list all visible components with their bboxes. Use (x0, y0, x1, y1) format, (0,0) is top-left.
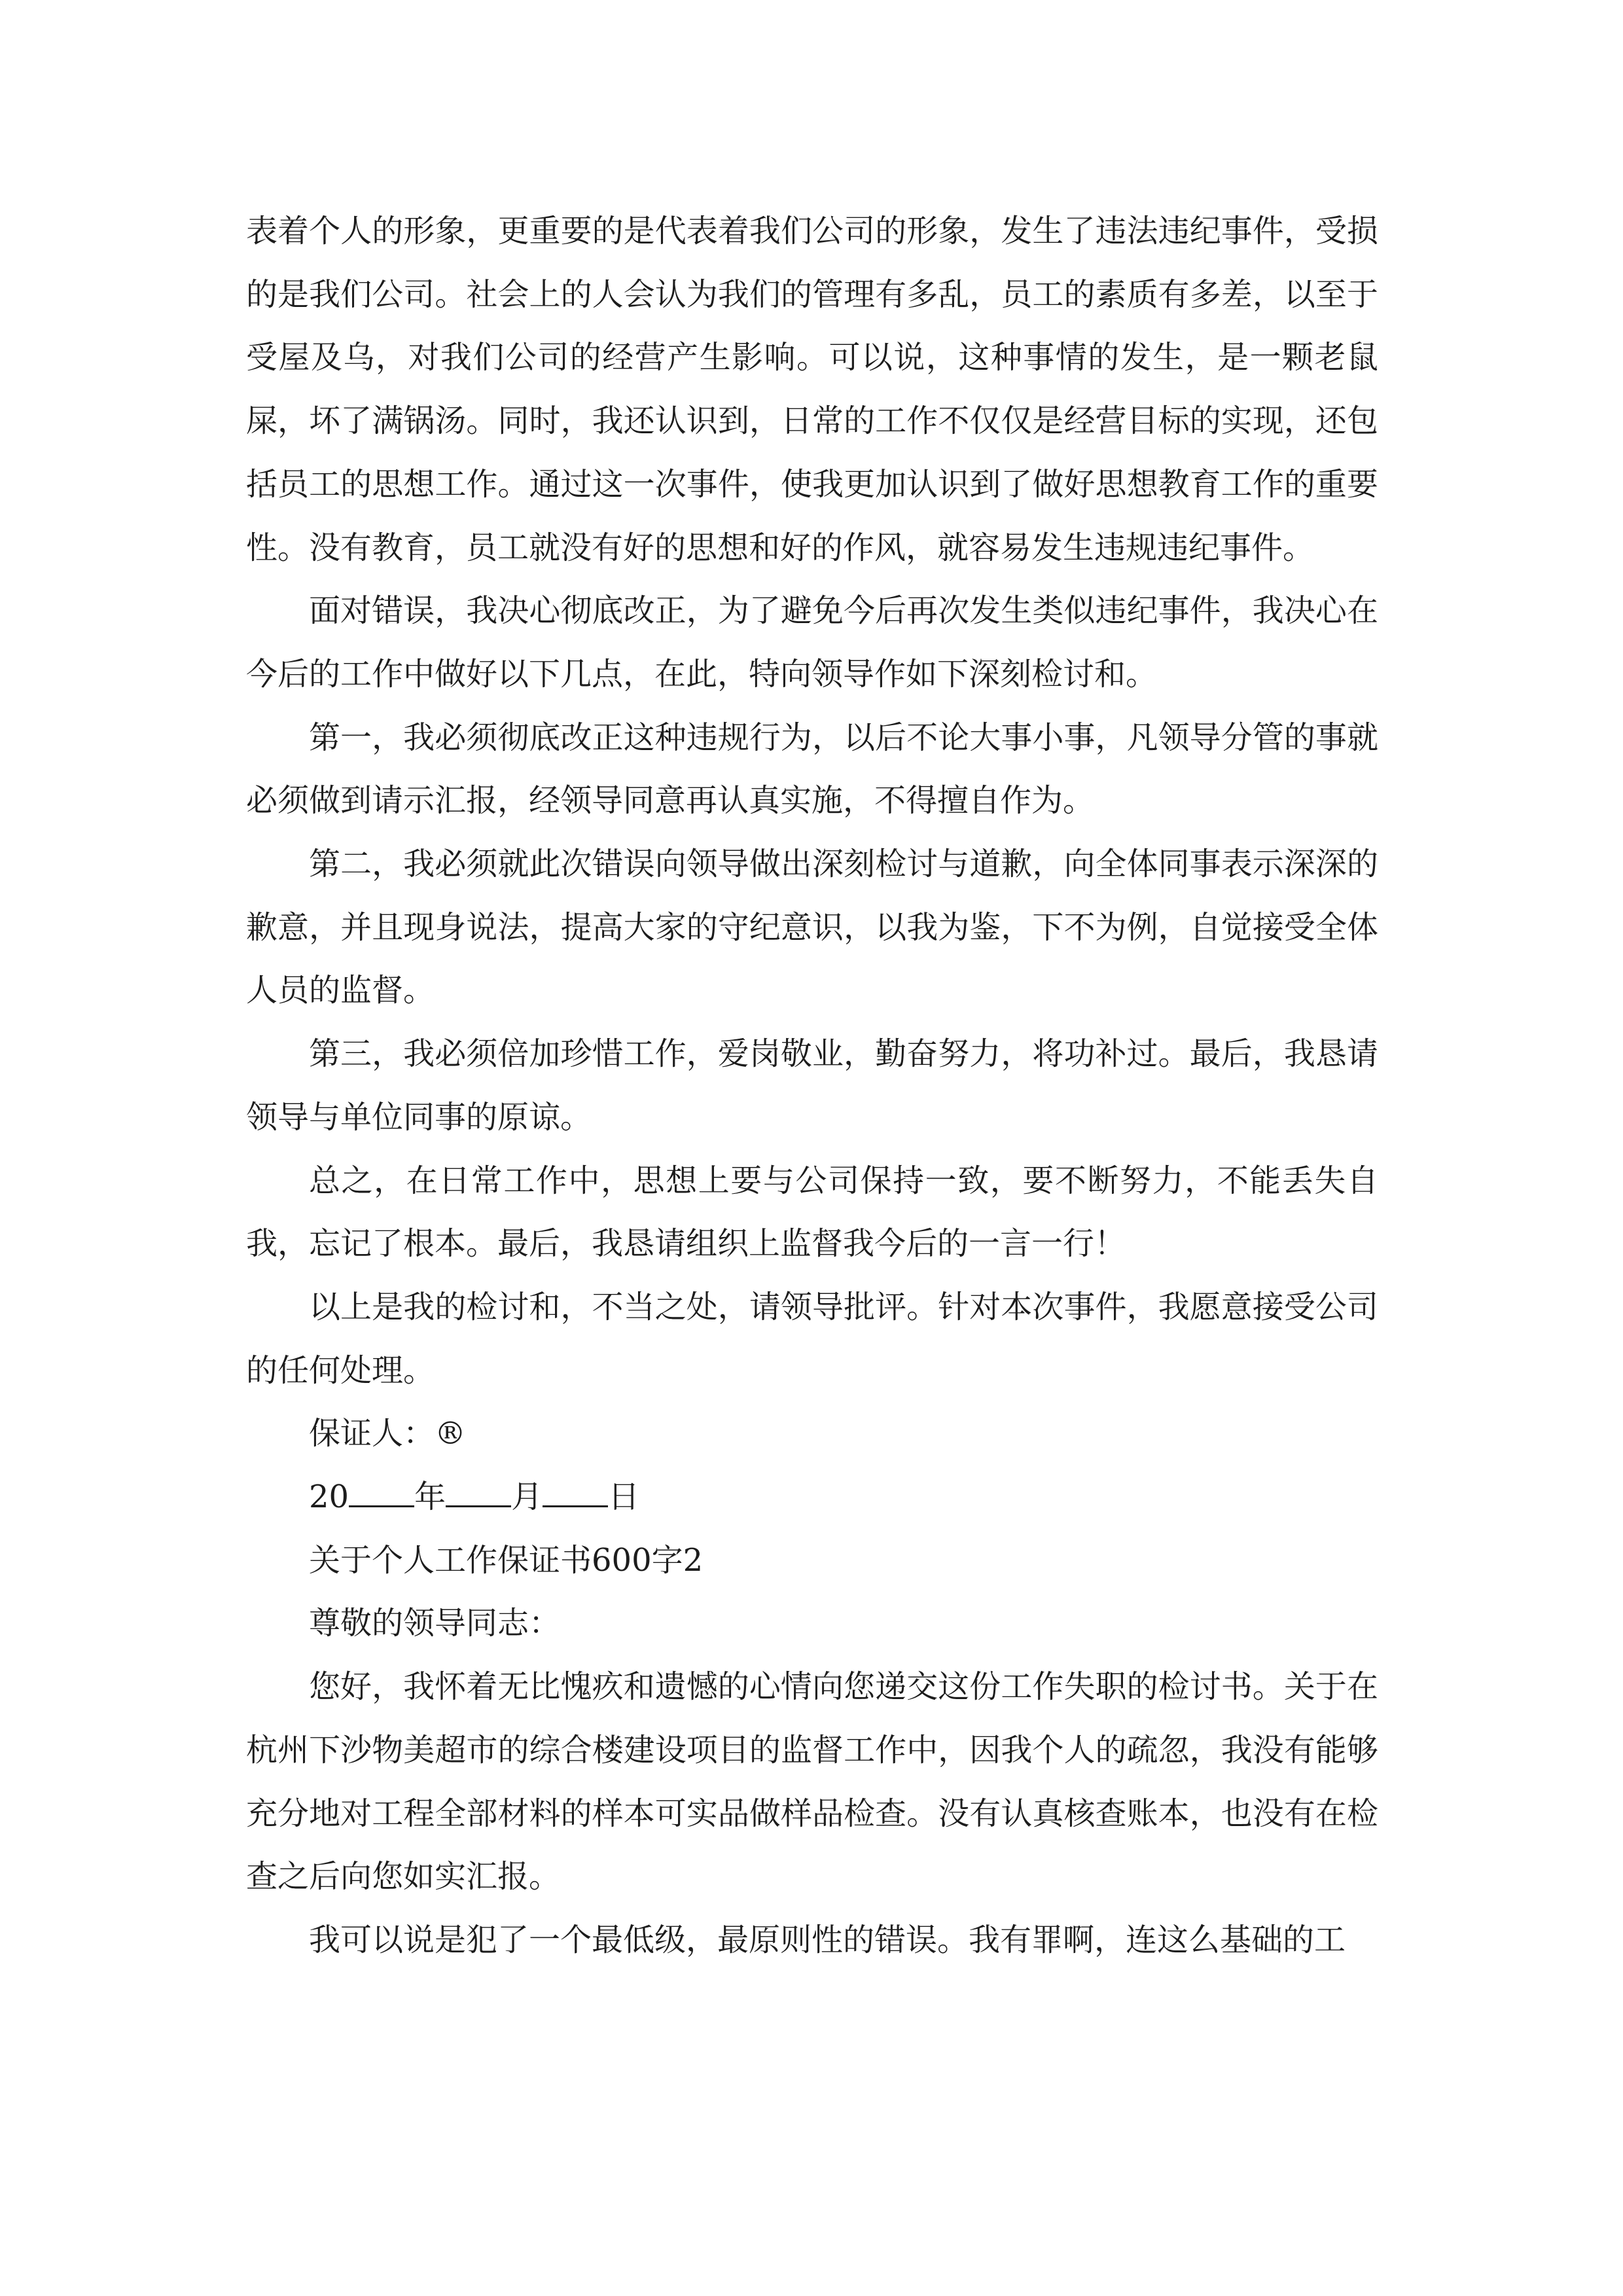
paragraph-letter-body: 您好，我怀着无比愧疚和遗憾的心情向您递交这份工作失职的检讨书。关于在杭州下沙物美超市的综合楼建设项目的监督工作中，因我个人的疏忽，我没有能够充分地对工程全部材料的样本可实品做样品检查。没有认真核查账本，也没有在检查之后向您如实汇报。 (246, 1668, 1378, 1895)
date-month-blank (446, 1479, 511, 1507)
date-prefix: 20 (309, 1479, 349, 1516)
date-day-label: 日 (608, 1479, 640, 1516)
paragraph-first-point: 第一，我必须彻底改正这种违规行为，以后不论大事小事，凡领导分管的事就必须做到请示汇报，经领导同意再认真实施，不得擅自作为。 (246, 719, 1378, 819)
paragraph-summary: 总之，在日常工作中，思想上要与公司保持一致，要不断努力，不能丢失自我，忘记了根本。最后，我恳请组织上监督我今后的一言一行！ (246, 1162, 1378, 1263)
paragraph-second-point: 第二，我必须就此次错误向领导做出深刻检讨与道歉，向全体同事表示深深的歉意，并且现身说法，提高大家的守纪意识，以我为鉴，下不为例，自觉接受全体人员的监督。 (246, 846, 1378, 1009)
paragraph-continuation: 表着个人的形象，更重要的是代表着我们公司的形象，发生了违法违纪事件，受损的是我们公司。社会上的人会认为我们的管理有多乱，员工的素质有多差，以至于受屋及乌，对我们公司的经营产生影响。可以说，这种事情的发生，是一颗老鼠屎，坏了满锅汤。同时，我还认识到，日常的工作不仅仅是经营目标的实现，还包括员工的思想工作。通过这一次事件，使我更加认识到了做好思想教育工作的重要性。没有教育，员工就没有好的思想和好的作风，就容易发生违规违纪事件。 (246, 213, 1378, 566)
paragraph-third-point: 第三，我必须倍加珍惜工作，爱岗敬业，勤奋努力，将功补过。最后，我恳请领导与单位同事的原谅。 (246, 1035, 1378, 1136)
document-body (246, 200, 1378, 1972)
salutation: 尊敬的领导同志： (309, 1605, 561, 1642)
paragraph-letter-continued: 我可以说是犯了一个最低级，最原则性的错误。我有罪啊，连这么基础的工 (309, 1921, 1346, 1958)
guarantor-line: 保证人：® (309, 1415, 467, 1452)
paragraph-closing: 以上是我的检讨和，不当之处，请领导批评。针对本次事件，我愿意接受公司的任何处理。 (246, 1288, 1378, 1389)
date-year-label: 年 (414, 1479, 446, 1516)
date-line (246, 1465, 1378, 1529)
date-day-blank (543, 1479, 608, 1507)
date-year-blank (349, 1479, 414, 1507)
date-month-label: 月 (511, 1479, 543, 1516)
paragraph: 面对错误，我决心彻底改正，为了避免今后再次发生类似违纪事件，我决心在今后的工作中做好以下几点，在此，特向领导作如下深刻检讨和。 (246, 592, 1378, 692)
section-title: 关于个人工作保证书600字2 (309, 1541, 704, 1579)
